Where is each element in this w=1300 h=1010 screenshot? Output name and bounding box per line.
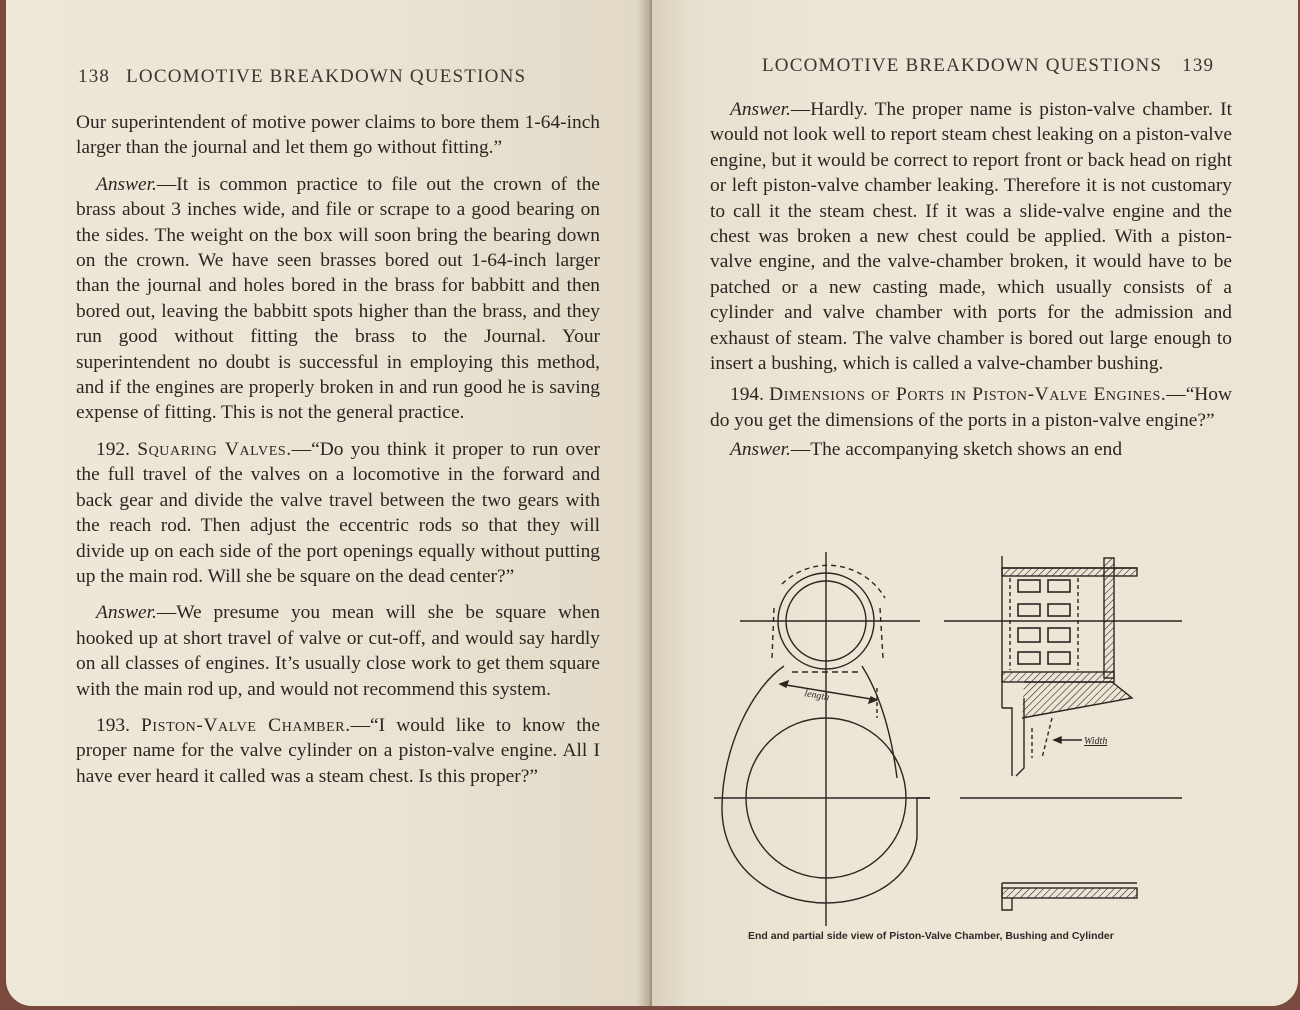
right-page bbox=[652, 0, 1298, 1006]
question-title: Squaring Valves. bbox=[137, 438, 292, 460]
right-running-head bbox=[762, 55, 1214, 77]
question-194: 194. Dimensions of Ports in Piston-Valve Engines.—“How do you get the dimensions of the ports in a piston-valve engine?” bbox=[710, 384, 1232, 431]
question-title: Dimensions of Ports in Piston-Valve Engines. bbox=[769, 384, 1167, 406]
left-page bbox=[6, 0, 646, 1006]
intro-paragraph: Our superintendent of motive power claims to bore them 1-64-inch larger than the journal and let them go without fitting.” bbox=[76, 112, 600, 159]
width-label: Width bbox=[1084, 736, 1108, 747]
left-running-head-title: LOCOMOTIVE BREAKDOWN QUESTIONS bbox=[126, 66, 527, 87]
answer-193: Answer.—Hardly. The proper name is piston-valve chamber. It would not look well to report steam chest leaking on a piston-valve engine, but it would be correct to report front or back head on right or left piston-valve chamber leaking. Therefore it is not customary to call it the steam chest. If it was a slide-valve engine and the chest was broken a new chest could be applied. With a piston-valve engine, and the valve-chamber broken, it would have to be patched or a new casting made, which usually consists of a cylinder and valve chamber with ports for the admission and exhaust of steam. The valve chamber is bored out large enough to insert a bushing, which is called a valve-chamber bushing. bbox=[710, 99, 1232, 375]
open-book bbox=[6, 0, 1298, 1006]
end-view bbox=[714, 552, 930, 926]
answer-label: Answer. bbox=[96, 602, 157, 624]
answer-192: Answer.—We presume you mean will she be square when hooked up at short travel of valve or cut-off, and would say hardly on all classes of engines. It’s usually close work to get them square with the main rod up, and would not recommend this system. bbox=[76, 602, 600, 700]
piston-valve-sketch bbox=[712, 548, 1202, 938]
figure-caption: End and partial side view of Piston-Valve Chamber, Bushing and Cylinder bbox=[748, 930, 1114, 942]
answer-label: Answer. bbox=[730, 439, 791, 461]
answer-191: Answer.—It is common practice to file out the crown of the brass about 3 inches wide, and file or scrape to a good bearing on the sides. The weight on the box will soon bring the bearing down on the crown. We have seen brasses bored out 1-64-inch larger than the journal and holes bored in the brass for babbitt and then bored out, leaving the babbitt spots higher than the brass, and they run good without fitting the brass to the Journal. Your superintendent no doubt is successful in employing this method, and if the engines are properly broken in and run good he is saving expense of fitting. This is not the general practice. bbox=[76, 173, 600, 424]
question-title: Piston-Valve Chamber. bbox=[141, 714, 351, 736]
question-number: 194. bbox=[730, 384, 764, 406]
left-running-head bbox=[78, 66, 526, 88]
question-192: 192. Squaring Valves.—“Do you think it proper to run over the full travel of the valves on a locomotive in the forward and back gear and divide the valve travel between the two gears with the reach rod. Then adjust the eccentric rods so that they will divide up on each side of the port openings equally without putting up the main rod. Will she be square on the dead center?” bbox=[76, 438, 600, 587]
question-number: 193. bbox=[96, 714, 130, 736]
left-text-block bbox=[76, 110, 600, 789]
length-label: length bbox=[803, 688, 831, 704]
side-view bbox=[944, 556, 1182, 910]
right-text-block bbox=[710, 97, 1232, 463]
piston-valve-figure bbox=[712, 548, 1202, 938]
right-running-head-title: LOCOMOTIVE BREAKDOWN QUESTIONS bbox=[762, 55, 1163, 76]
question-193: 193. Piston-Valve Chamber.—“I would like to know the proper name for the valve cylinder on a piston-valve engine. All I have ever heard it called was a steam chest. Is this proper?” bbox=[76, 714, 600, 787]
answer-label: Answer. bbox=[730, 99, 791, 120]
right-page-number: 139 bbox=[1182, 55, 1215, 76]
left-page-number: 138 bbox=[78, 66, 111, 87]
answer-194: Answer.—The accompanying sketch shows an end bbox=[730, 439, 1123, 461]
question-number: 192. bbox=[96, 438, 130, 460]
answer-label: Answer. bbox=[96, 173, 157, 195]
